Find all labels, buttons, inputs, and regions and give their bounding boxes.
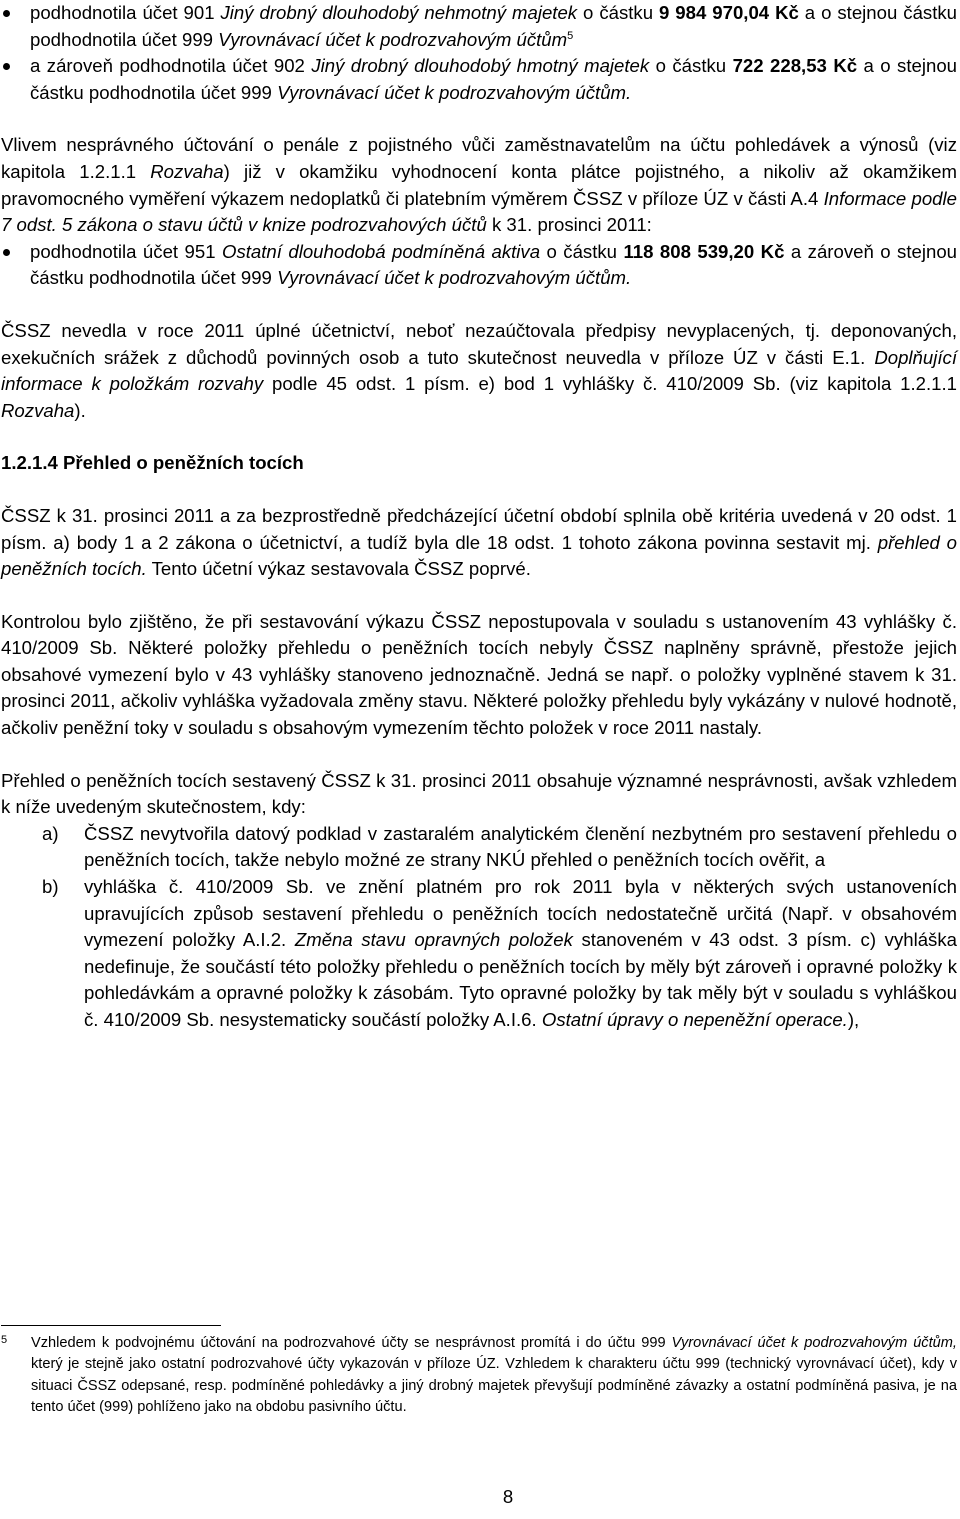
text-run: ) již v okamžiku vyhodnocení konta plátce pojistného, a nikoliv až okamžikem pravomocného vyměření výkazem nedoplatků či platebním výměrem ČSSZ v příloze ÚZ v části A.4 (1, 160, 957, 209)
text-run: ČSSZ nevedla v roce 2011 úplné účetnictví, neboť nezaúčtovala předpisy nevyplacených, tj. deponovaných, exekučních srážek z důchodů povinných osob a tuto skutečnost neuvedla v příloze ÚZ v části E.1. (1, 319, 957, 368)
page-number: 8 (502, 1486, 514, 1507)
text-run: stanoveném v 43 odst. 3 písm. c) vyhláška nedefinuje, že součástí této položky přehledu o peněžních tocích by měly být zároveň i opravné položky k pohledávkám a opravné položky k zásobám. Tyto opravné položky by tak měly být v souladu s vyhláškou č. 410/2009 Sb. nesystematicky součástí položky A.I.6. (84, 929, 957, 1030)
text-run: a o stejnou částku podhodnotila účet 999 (30, 2, 958, 50)
section-heading: 1.2.1.4 Přehled o peněžních tocích (1, 452, 304, 474)
amount-951: 118 808 539,20 Kč (623, 240, 785, 262)
list-item (1, 821, 957, 874)
account-name-999: Vyrovnávací účet k podrozvahovým účtům, (671, 1335, 957, 1351)
list-item (1, 874, 957, 1034)
chapter-ref-rozvaha: Rozvaha (1, 399, 75, 421)
footnote-separator (1, 1325, 221, 1326)
lettered-list (1, 821, 957, 1034)
text-run: a zároveň o stejnou částku podhodnotila účet 999 (30, 240, 957, 289)
chapter-ref-rozvaha: Rozvaha (150, 160, 224, 182)
text-run: ). (74, 399, 86, 421)
bullet-list-accounts (1, 0, 957, 106)
section-title-ref: Informace podle 7 odst. 5 zákona o stavu účtů v knize podrozvahových účtů (1, 187, 957, 236)
text-run: o částku (577, 2, 660, 23)
account-name-999: Vyrovnávací účet k podrozvahovým účtům (218, 28, 568, 50)
account-name-951: Ostatní dlouhodobá podmíněná aktiva (221, 240, 541, 262)
text-run: a zároveň podhodnotila účet 902 (30, 55, 312, 77)
report-name: přehled o peněžních tocích. (1, 531, 957, 580)
text-run: k 31. prosinci 2011: (486, 214, 652, 236)
paragraph-criteria (1, 503, 957, 583)
bullet-list-account-951 (1, 239, 957, 292)
amount-901: 9 984 970,04 Kč (659, 2, 799, 23)
list-marker: b) (42, 876, 59, 898)
paragraph-audit-findings: Kontrolou bylo zjištěno, že při sestavování výkazu ČSSZ nepostupovala v souladu s ustanovením 43 vyhlášky č. 410/2009 Sb. Některé položky přehledu o peněžních tocích nebyly ČSSZ naplněny správně, přestože jejich obsahové vymezení bylo v 43 vyhlášky stanoveno jednoznačně. Jedná se např. o položky vyplněné stavem k 31. prosinci 2011, ačkoliv vyhláška vyžadovala změny stavu. Některé položky přehledu byly vykázány v nulové hodnotě, ačkoliv peněžní toky v souladu s obsahovým vymezením těchto položek v roce 2011 nastaly. (1, 610, 957, 739)
list-marker: a) (42, 822, 59, 844)
bullet-item-account-902 (1, 53, 957, 106)
paragraph-significant-errors: Přehled o peněžních tocích sestavený ČSSZ k 31. prosinci 2011 obsahuje významné nesprávnosti, avšak vzhledem k níže uvedeným skutečnostem, kdy: (1, 769, 957, 818)
footnote-text (1, 1333, 957, 1419)
paragraph-incomplete-accounting (1, 318, 957, 424)
text-run: podle 45 odst. 1 písm. e) bod 1 vyhlášky č. 410/2009 Sb. (viz kapitola 1.2.1.1 (263, 373, 957, 395)
text-run: o částku (540, 240, 624, 262)
account-name-999: Vyrovnávací účet k podrozvahovým účtům. (277, 267, 632, 289)
document-body (1, 0, 957, 1034)
amount-902: 722 228,53 Kč (732, 55, 858, 77)
text-run: ČSSZ k 31. prosinci 2011 a za bezprostředně předcházející účetní období splnila obě kritéria uvedená v 20 odst. 1 písm. a) body 1 a 2 zákona o účetnictví, a tudíž byla dle 18 odst. 1 tohoto zákona povinna sestavit mj. (1, 504, 957, 553)
text-run: a o stejnou částku podhodnotila účet 999 (30, 55, 958, 103)
text-run: podhodnotila účet 901 (30, 2, 221, 23)
item-name: Změna stavu opravných položek (294, 929, 573, 951)
text-run: podhodnotila účet 951 (30, 240, 222, 262)
text-run: Vzhledem k podvojnému účtování na podrozvahové účty se nesprávnost promítá i do účtu 999 (31, 1335, 672, 1351)
bullet-item-account-951 (1, 239, 957, 292)
section-title-ref: Doplňující informace k položkám rozvahy (1, 346, 957, 395)
text-run: o částku (649, 55, 733, 77)
paragraph-penalty-accounting (1, 132, 957, 238)
text-run: ), (847, 1009, 860, 1030)
account-name-999: Vyrovnávací účet k podrozvahovým účtům. (277, 81, 632, 103)
footnote-ref-5[interactable]: 5 (567, 29, 574, 42)
text-run: vyhláška č. 410/2009 Sb. ve znění platném pro rok 2011 byla v některých svých ustanoveních upravujících způsob sestavení přehledu o peněžních tocích nedostatečně určitá (Např. v obsahovém vymezení položky A.I.2. (84, 876, 957, 951)
footnote-5 (1, 1333, 957, 1419)
account-name-901: Jiný drobný dlouhodobý nehmotný majetek (220, 2, 578, 23)
footnote-number: 5 (1, 1334, 8, 1346)
account-name-902: Jiný drobný dlouhodobý hmotný majetek (311, 55, 650, 77)
item-name: Ostatní úpravy o nepeněžní operace. (541, 1009, 848, 1030)
text-run: Tento účetní výkaz sestavovala ČSSZ poprvé. (146, 558, 531, 580)
text-run: ČSSZ nevytvořila datový podklad v zastaralém analytickém členění nezbytném pro sestavení přehledu o peněžních tocích, takže nebylo možné ze strany NKÚ přehled o peněžních tocích ověřit, a (84, 822, 957, 871)
text-run: Vlivem nesprávného účtování o penále z pojistného vůči zaměstnavatelům na účtu pohledávek a výnosů (viz kapitola 1.2.1.1 (1, 134, 957, 182)
bullet-item-account-901 (1, 0, 957, 53)
text-run: který je stejně jako ostatní podrozvahové účty vykazován v příloze ÚZ. Vzhledem k charakteru účtu 999 (technický vyrovnávací účet), kdy v situaci ČSSZ odepsané, resp. podmíněné pohledávky a jiný drobný majetek převyšují podmíněné závazky a ostatní podmíněná pasiva, je na tento účet (999) pohlíženo jako na obdobu pasivního účtu. (31, 1356, 957, 1416)
